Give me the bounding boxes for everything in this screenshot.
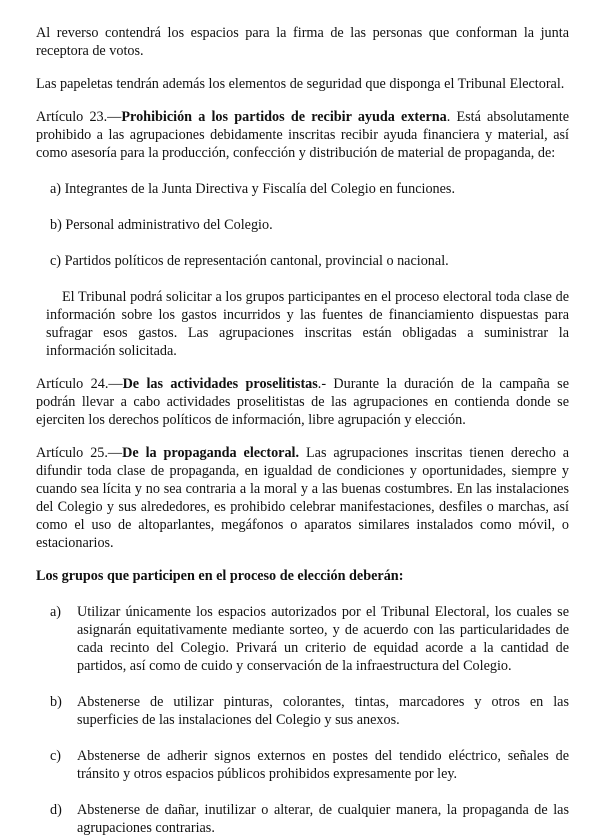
list-item-text: Abstenerse de dañar, inutilizar o alterar, de cualquier manera, la propaganda de las agrupaciones contrarias. <box>77 802 569 836</box>
list-item-text: Utilizar únicamente los espacios autorizados por el Tribunal Electoral, los cuales se asignarán equitativamente mediante sorteo, y de acuerdo con las particularidades de cada recinto del Colegio. Privará un criterio de equidad acorde a la cantidad de partidos, así como de cuido y conservación de la infraestructura del Colegio. <box>77 604 569 674</box>
group-item-b <box>50 693 569 729</box>
article-25-title: De la propaganda electoral. <box>122 445 300 461</box>
list-item-text: Abstenerse de adherir signos externos en postes del tendido eléctrico, señales de tránsito y otros espacios públicos prohibidos expresamente por ley. <box>77 748 569 782</box>
article-23 <box>36 108 569 162</box>
group-item-c <box>50 747 569 783</box>
article-25-body: Las agrupaciones inscritas tienen derecho a difundir toda clase de propaganda, en igualdad de condiciones y oportunidades, siempre y cuando sea lícita y no sea contraria a la moral y a las buenas costumbres. En las instalaciones del Colegio y sus alrededores, es prohibido celebrar manifestaciones, desfiles o marchas, así como el uso de altoparlantes, megáfonos o aparatos similares instalados como móvil, o estacionarios. <box>36 445 570 551</box>
article-24-body: .- Durante la duración de la campaña se podrán llevar a cabo actividades proselitistas de las agrupaciones en contienda donde se ejerciten los derechos políticos de información, libre agrupación y elección. <box>36 376 569 428</box>
paragraph-papeletas: Las papeletas tendrán además los elementos de seguridad que disponga el Tribunal Electoral. <box>36 76 565 92</box>
article-25-number: Artículo 25.— <box>36 445 123 461</box>
list-marker: d) <box>50 802 62 818</box>
paragraph-reverso: Al reverso contendrá los espacios para la firma de las personas que conforman la junta receptora de votos. <box>36 25 569 59</box>
article-23-item-a: a) Integrantes de la Junta Directiva y Fiscalía del Colegio en funciones. <box>50 181 455 197</box>
list-marker: b) <box>50 694 62 710</box>
article-24-number: Artículo 24.— <box>36 376 123 392</box>
article-23-number: Artículo 23.— <box>36 109 122 125</box>
article-23-item-c: c) Partidos políticos de representación cantonal, provincial o nacional. <box>50 253 449 269</box>
group-item-d <box>50 801 569 837</box>
article-23-item-b: b) Personal administrativo del Colegio. <box>50 217 273 233</box>
article-23-closing: El Tribunal podrá solicitar a los grupos participantes en el proceso electoral toda clase de información sobre los gastos incurridos y las fuentes de financiamiento dispuestas para sufragar esos gastos. Las agrupaciones inscritas están obligadas a suministrar la información solicitada. <box>46 289 569 359</box>
article-23-title: Prohibición a los partidos de recibir ayuda externa <box>121 109 447 125</box>
article-24 <box>36 375 569 429</box>
article-25 <box>36 444 569 552</box>
list-marker: c) <box>50 748 62 764</box>
list-item-text: Abstenerse de utilizar pinturas, colorantes, tintas, marcadores y otros en las superficies de las instalaciones del Colegio y sus anexos. <box>77 694 569 728</box>
group-item-a <box>50 603 569 675</box>
article-23-body: . Está absolutamente prohibido a las agrupaciones debidamente inscritas recibir ayuda financiera y material, así como asesoría para la producción, confección y distribución de material de propaganda, de: <box>36 109 570 161</box>
list-marker: a) <box>50 604 62 620</box>
article-24-title: De las actividades proselitistas <box>122 376 318 392</box>
groups-heading: Los grupos que participen en el proceso de elección deberán: <box>36 568 404 584</box>
